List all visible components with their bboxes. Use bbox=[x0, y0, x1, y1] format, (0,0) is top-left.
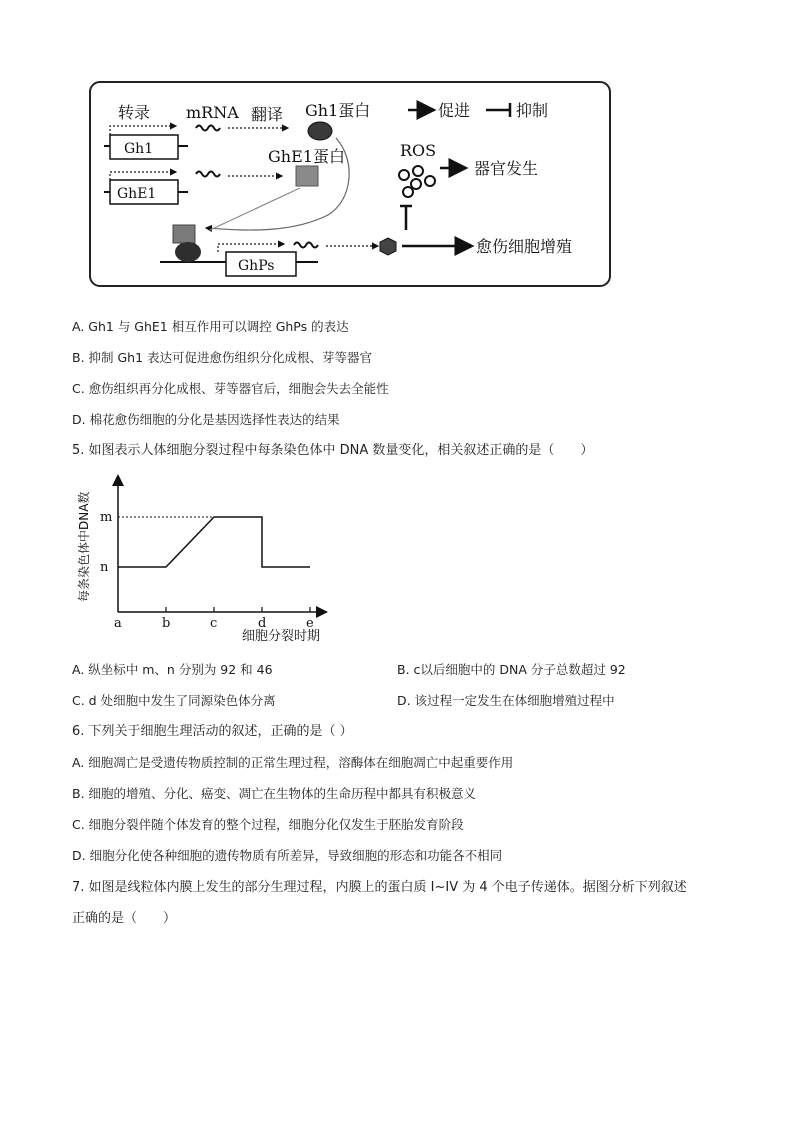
chart-x-tick-e: e bbox=[306, 616, 314, 631]
gene-ghe1-label: GhE1 bbox=[117, 186, 157, 202]
chart-y-tick-m: m bbox=[100, 510, 113, 525]
chart-xlabel: 细胞分裂时期 bbox=[242, 629, 321, 644]
gene-ghps-label: GhPs bbox=[238, 258, 275, 274]
q6-option-a: A. 细胞凋亡是受遗传物质控制的正常生理过程，溶酶体在细胞凋亡中起重要作用 bbox=[72, 755, 514, 770]
gene-regulation-diagram bbox=[88, 80, 616, 290]
label-translation: 翻译 bbox=[251, 105, 284, 124]
q6-stem: 6. 下列关于细胞生理活动的叙述，正确的是（ ） bbox=[72, 724, 353, 739]
q7-stem-line2: 正确的是（ ） bbox=[72, 911, 177, 926]
gene-gh1-label: Gh1 bbox=[124, 141, 154, 157]
q5-option-a: A. 纵坐标中 m、n 分别为 92 和 46 bbox=[72, 662, 273, 677]
q4-option-a: A. Gh1 与 GhE1 相互作用可以调控 GhPs 的表达 bbox=[72, 319, 349, 334]
gh1-protein-icon bbox=[308, 122, 332, 140]
label-ghe1-protein: GhE1蛋白 bbox=[268, 147, 345, 166]
legend-inhibit: 抑制 bbox=[516, 101, 549, 120]
chart-x-tick-d: d bbox=[258, 616, 267, 631]
q6-option-b: B. 细胞的增殖、分化、癌变、凋亡在生物体的生命历程中都具有积极意义 bbox=[72, 786, 477, 801]
ghps-protein-icon bbox=[380, 238, 396, 255]
dna-per-chromosome-chart bbox=[72, 474, 342, 649]
q5-stem: 5. 如图表示人体细胞分裂过程中每条染色体中 DNA 数量变化，相关叙述正确的是（ ） bbox=[72, 443, 594, 458]
chart-x-tick-a: a bbox=[114, 616, 122, 631]
label-transcription: 转录 bbox=[118, 103, 151, 122]
q4-option-c: C. 愈伤组织再分化成根、芽等器官后，细胞会失去全能性 bbox=[72, 381, 389, 396]
q4-option-b: B. 抑制 Gh1 表达可促进愈伤组织分化成根、芽等器官 bbox=[72, 350, 373, 365]
chart-x-tick-b: b bbox=[162, 616, 171, 631]
label-ros: ROS bbox=[400, 141, 437, 160]
q5-option-b: B. c以后细胞中的 DNA 分子总数超过 92 bbox=[397, 662, 626, 677]
label-callus-proliferation: 愈伤细胞增殖 bbox=[476, 237, 573, 256]
q7-stem-line1: 7. 如图是线粒体内膜上发生的部分生理过程，内膜上的蛋白质 I~IV 为 4 个电子传递体。据图分析下列叙述 bbox=[72, 880, 687, 895]
label-organogenesis: 器官发生 bbox=[474, 159, 539, 178]
q6-option-d: D. 细胞分化使各种细胞的遗传物质有所差异，导致细胞的形态和功能各不相同 bbox=[72, 848, 503, 863]
label-gh1-protein: Gh1蛋白 bbox=[305, 101, 371, 120]
chart-ylabel: 每条染色体中DNA数 bbox=[77, 491, 91, 602]
chart-y-tick-n: n bbox=[100, 560, 109, 575]
q4-option-d: D. 棉花愈伤细胞的分化是基因选择性表达的结果 bbox=[72, 412, 340, 427]
chart-series-line bbox=[118, 517, 310, 567]
q5-option-d: D. 该过程一定发生在体细胞增殖过程中 bbox=[397, 693, 615, 708]
chart-x-tick-c: c bbox=[210, 616, 218, 631]
ghe1-protein-icon bbox=[296, 166, 318, 186]
ghe1-complex-icon bbox=[173, 225, 195, 243]
q5-option-c: C. d 处细胞中发生了同源染色体分离 bbox=[72, 693, 276, 708]
q6-option-c: C. 细胞分裂伴随个体发育的整个过程，细胞分化仅发生于胚胎发育阶段 bbox=[72, 817, 464, 832]
label-mrna: mRNA bbox=[186, 103, 239, 122]
legend-promote: 促进 bbox=[438, 101, 471, 120]
gh1-complex-icon bbox=[175, 242, 201, 262]
